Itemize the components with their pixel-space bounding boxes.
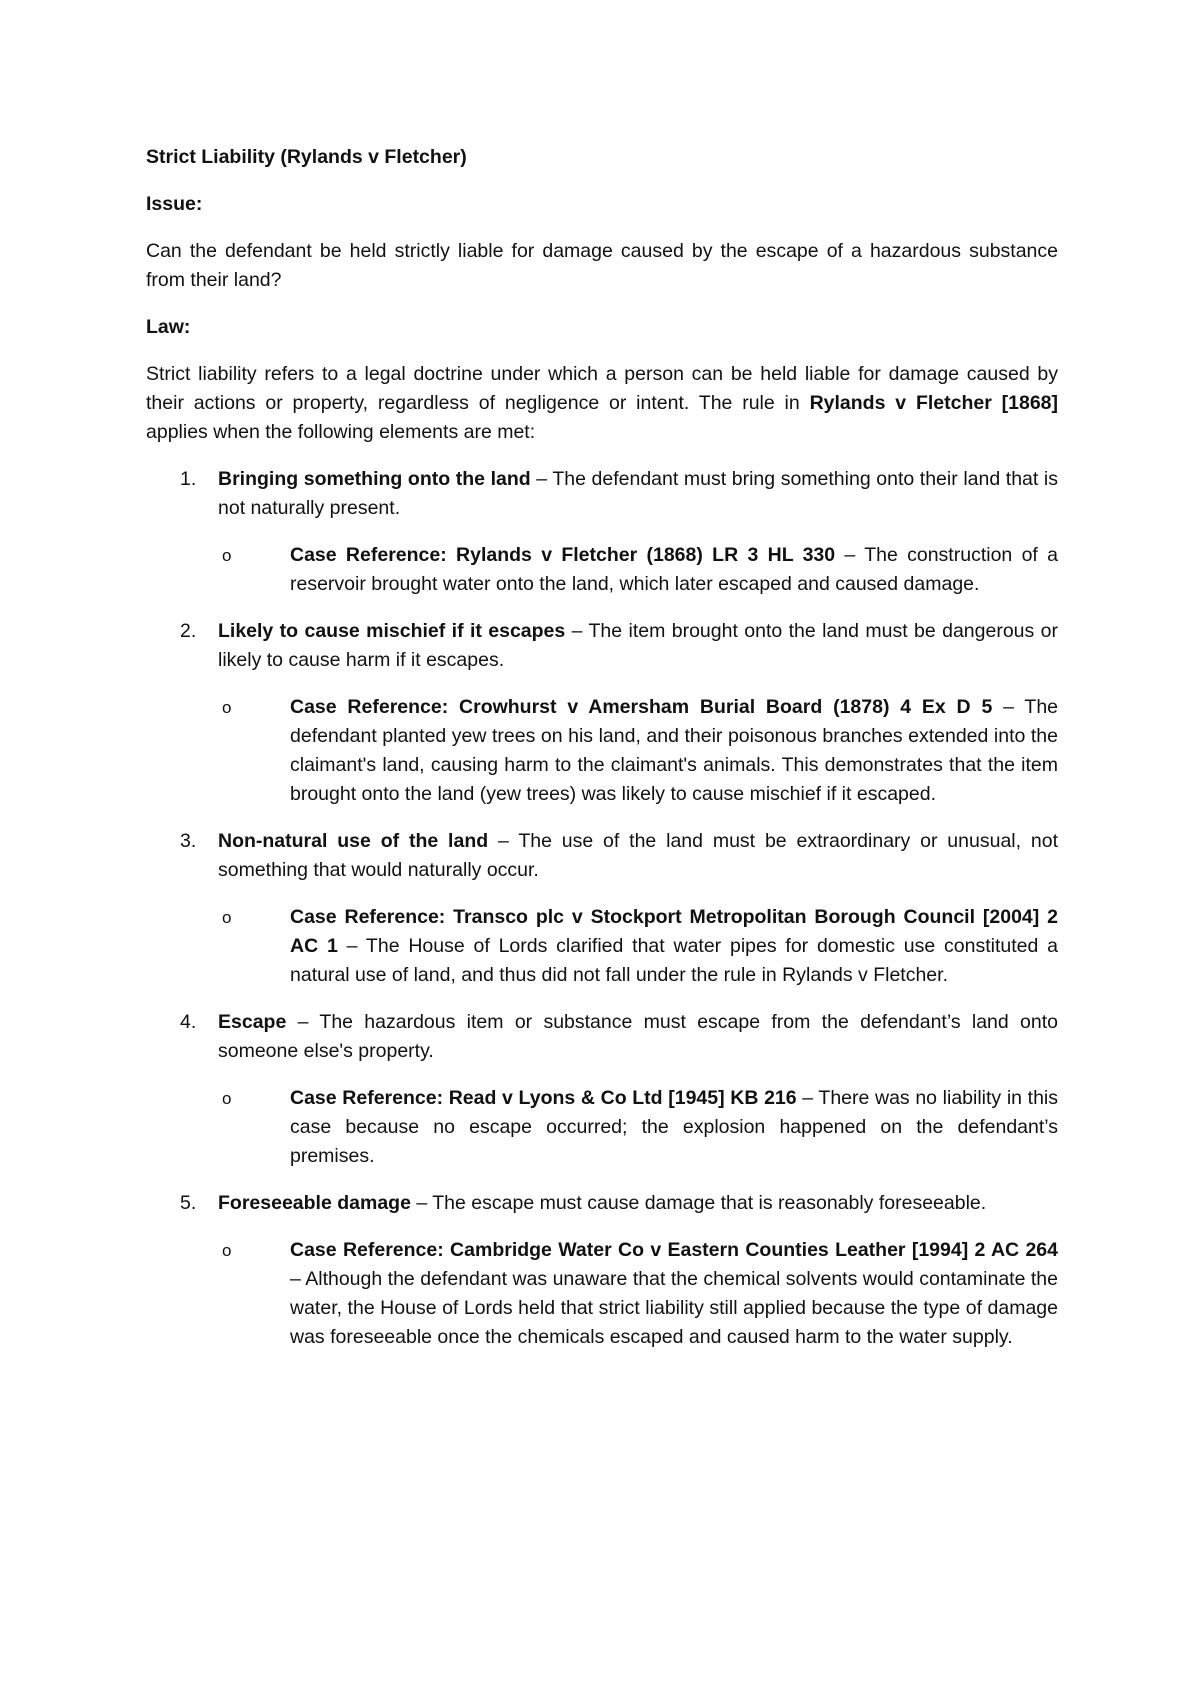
element-term: Likely to cause mischief if it escapes [218, 620, 566, 642]
element-number: 5. [180, 1192, 197, 1214]
case-text: – The construction of a reservoir brought water onto the land, which later escaped and caused damage. [290, 544, 1058, 595]
bullet-icon: o [222, 698, 232, 717]
element-term: Foreseeable damage [218, 1192, 411, 1214]
case-text: – The House of Lords clarified that water pipes for domestic use constituted a natural use of land, and thus did not fall under the rule in Rylands v Fletcher. [290, 935, 1059, 986]
case-reference-item [218, 1236, 1058, 1352]
case-text: – There was no liability in this case because no escape occurred; the explosion happened on the defendant’s premises. [290, 1087, 1059, 1167]
element-number: 1. [180, 468, 197, 490]
element-term: Non-natural use of the land [218, 830, 489, 852]
bullet-icon: o [222, 1089, 232, 1108]
bullet-icon: o [222, 908, 232, 927]
element-item [146, 465, 1058, 599]
document-title: Strict Liability (Rylands v Fletcher) [146, 146, 467, 168]
element-term: Escape [218, 1011, 287, 1033]
case-text: – The defendant planted yew trees on his land, and their poisonous branches extended into the claimant's land, causing harm to the claimant's animals. This demonstrates that the item brought onto the land (yew trees) was likely to cause mischief if it escaped. [290, 696, 1059, 805]
issue-text: Can the defendant be held strictly liable for damage caused by the escape of a hazardous substance from their land? [146, 240, 1058, 291]
case-reference: Case Reference: Crowhurst v Amersham Burial Board (1878) 4 Ex D 5 [290, 696, 993, 718]
law-heading: Law: [146, 316, 191, 338]
element-number: 3. [180, 830, 197, 852]
case-reference: Case Reference: Cambridge Water Co v Eastern Counties Leather [1994] 2 AC 264 [290, 1239, 1058, 1261]
elements-list [146, 465, 1058, 1352]
case-reference-item [218, 541, 1058, 599]
element-text: – The item brought onto the land must be dangerous or likely to cause harm if it escapes. [218, 620, 1058, 671]
element-text: – The escape must cause damage that is reasonably foreseeable. [410, 1192, 987, 1214]
law-intro-plain: Strict liability refers to a legal doctrine under which a person can be held liable for damage caused by their actions or property, regardless of negligence or intent. The rule in [146, 363, 1058, 414]
case-reference: Case Reference: Transco plc v Stockport Metropolitan Borough Council [2004] 2 AC 1 [290, 906, 1058, 957]
element-number: 2. [180, 620, 197, 642]
law-intro-case: Rylands v Fletcher [1868] [809, 392, 1058, 414]
case-reference-item [218, 693, 1058, 809]
case-reference: Case Reference: Read v Lyons & Co Ltd [1945] KB 216 [290, 1087, 797, 1109]
case-text: – Although the defendant was unaware that the chemical solvents would contaminate the water, the House of Lords held that strict liability still applied because the type of damage was foreseeable once the chemicals escaped and caused harm to the water supply. [290, 1268, 1058, 1348]
element-item [146, 1008, 1058, 1171]
bullet-icon: o [222, 1241, 232, 1260]
case-reference-item [218, 903, 1058, 990]
element-text: – The hazardous item or substance must escape from the defendant’s land onto someone else's property. [218, 1011, 1058, 1062]
law-intro-tail: applies when the following elements are met: [146, 421, 536, 443]
case-reference: Case Reference: Rylands v Fletcher (1868) LR 3 HL 330 [290, 544, 836, 566]
element-text: – The use of the land must be extraordinary or unusual, not something that would naturally occur. [218, 830, 1058, 881]
law-intro [146, 360, 1058, 447]
element-text: – The defendant must bring something onto their land that is not naturally present. [218, 468, 1058, 519]
element-item [146, 827, 1058, 990]
element-item [146, 617, 1058, 809]
element-number: 4. [180, 1011, 197, 1033]
element-item [146, 1189, 1058, 1352]
case-reference-item [218, 1084, 1058, 1171]
bullet-icon: o [222, 546, 232, 565]
issue-heading: Issue: [146, 193, 203, 215]
element-term: Bringing something onto the land [218, 468, 531, 490]
document-page [146, 143, 1058, 1370]
